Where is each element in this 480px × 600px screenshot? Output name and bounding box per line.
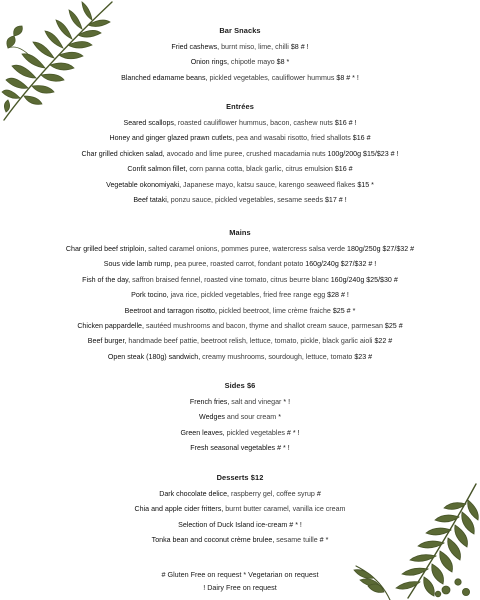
dish-price: * xyxy=(276,413,281,422)
menu-item xyxy=(0,193,480,208)
dish-price: $28 # ! xyxy=(325,291,349,300)
menu-item xyxy=(0,426,480,441)
menu-item xyxy=(0,55,480,70)
menu-item xyxy=(0,162,480,177)
dish-name: Sous vide lamb rump, xyxy=(103,260,173,269)
menu-item xyxy=(0,502,480,517)
dish-price: $15 * xyxy=(355,180,374,189)
dish-description: saffron braised fennel, roasted vine tomato, citrus beurre blanc xyxy=(130,275,329,284)
dish-price: 160g/240g $25/$30 # xyxy=(328,275,398,284)
menu-item xyxy=(0,319,480,334)
dish-description: sautéed mushrooms and bacon, thyme and shallot cream sauce, parmesan xyxy=(143,322,383,331)
menu-item xyxy=(0,533,480,548)
dish-name: Beef burger, xyxy=(87,337,127,346)
section-sides xyxy=(0,380,480,457)
section-mains xyxy=(0,227,480,365)
menu-item xyxy=(0,131,480,146)
dish-name: Onion rings, xyxy=(190,58,229,67)
dish-description: pickled vegetables xyxy=(224,428,285,437)
dish-description: creamy mushrooms, sourdough, lettuce, tomato xyxy=(200,352,353,361)
dish-price: $8 # ! xyxy=(288,43,309,51)
dish-description: burnt miso, lime, chilli xyxy=(219,43,289,51)
menu-item xyxy=(0,178,480,193)
dietary-legend-line: # Gluten Free on request * Vegetarian on request xyxy=(161,570,319,579)
menu-item xyxy=(0,487,480,502)
dish-name: Char grilled chicken salad, xyxy=(81,149,165,158)
dish-price: # xyxy=(314,490,321,498)
section-bar-snacks xyxy=(0,25,480,86)
dish-price: # * ! xyxy=(275,444,290,453)
dish-name: Beef tataki, xyxy=(133,196,169,205)
dish-name: Chicken pappardelle, xyxy=(77,322,144,331)
dish-name: Honey and ginger glazed prawn cutlets, xyxy=(109,134,235,143)
dietary-legend xyxy=(0,569,480,594)
dish-price: 180g/250g $27/$32 # xyxy=(345,245,415,253)
dish-name: Dark chocolate delice, xyxy=(159,490,230,498)
dish-name: Blanched edamame beans, xyxy=(121,73,208,82)
dish-price: $22 # xyxy=(372,337,393,346)
section-title: Desserts $12 xyxy=(216,473,264,482)
menu-item xyxy=(0,116,480,131)
dish-description: chipotle mayo xyxy=(228,58,275,67)
dish-price: $17 # ! xyxy=(323,196,347,205)
dish-name: Selection of Duck Island ice-cream xyxy=(178,520,288,529)
dish-name: French fries, xyxy=(189,398,230,406)
dish-price: # * ! xyxy=(284,428,300,437)
dish-description: avocado and lime puree, crushed macadamia nuts xyxy=(164,149,326,158)
menu-item xyxy=(0,334,480,349)
menu-item xyxy=(0,410,480,425)
dish-description: sesame tuille xyxy=(274,536,318,545)
menu-item xyxy=(0,40,480,55)
dish-price: $25 # * xyxy=(330,306,356,315)
section-title: Mains xyxy=(229,228,251,237)
section-title: Bar Snacks xyxy=(219,26,261,35)
menu-item xyxy=(0,257,480,272)
dish-description: salted caramel onions, pommes puree, watercress salsa verde xyxy=(146,245,346,253)
dish-description: pea and wasabi risotto, fried shallots xyxy=(234,134,351,143)
menu-item xyxy=(0,304,480,319)
dish-description: salt and vinegar xyxy=(229,398,282,406)
menu-item xyxy=(0,288,480,303)
menu-item xyxy=(0,518,480,533)
dish-description: roasted cauliflower hummus, bacon, cashew nuts xyxy=(175,119,333,127)
dish-price: # * ! xyxy=(287,520,302,529)
dish-name: Pork tocino, xyxy=(131,291,169,300)
menu-item xyxy=(0,71,480,86)
dish-price: * ! xyxy=(281,398,291,406)
dish-description: pickled vegetables, cauliflower hummus xyxy=(207,73,335,82)
dish-name: Fresh seasonal vegetables xyxy=(190,444,276,453)
dish-price: $8 # * ! xyxy=(334,73,359,82)
dish-description: Japanese mayo, katsu sauce, karengo seaweed flakes xyxy=(181,180,356,189)
dish-description: raspberry gel, coffee syrup xyxy=(229,490,315,498)
dish-description: pea puree, roasted carrot, fondant potato xyxy=(172,260,304,269)
dietary-legend-line: ! Dairy Free on request xyxy=(203,582,277,592)
dish-price: $8 * xyxy=(274,58,290,67)
section-title: Sides $6 xyxy=(224,381,256,390)
dish-name: Tonka bean and coconut crème brulee, xyxy=(151,536,275,545)
dish-description: java rice, pickled vegetables, fried free range egg xyxy=(168,291,326,300)
dish-price: 160g/240g $27/$32 # ! xyxy=(303,260,377,269)
dish-price: $23 # xyxy=(352,352,373,361)
menu-item xyxy=(0,147,480,162)
dish-price: $16 # ! xyxy=(332,119,357,127)
menu-item xyxy=(0,441,480,456)
dish-name: Wedges xyxy=(199,413,225,422)
dish-price: $16 # xyxy=(350,134,371,143)
menu-item xyxy=(0,350,480,365)
dish-description: pickled beetroot, lime crème fraiche xyxy=(216,306,331,315)
menu-item xyxy=(0,242,480,257)
dish-price: $25 # xyxy=(382,322,403,331)
dish-description: corn panna cotta, black garlic, citrus emulsion xyxy=(187,165,333,174)
dish-price: # * xyxy=(317,536,329,545)
dish-name: Chia and apple cider fritters, xyxy=(134,505,224,514)
dish-price: $16 # xyxy=(332,165,353,174)
dish-name: Char grilled beef striploin, xyxy=(65,245,147,253)
dish-name: Fried cashews, xyxy=(171,43,220,51)
section-desserts xyxy=(0,472,480,549)
dish-name: Seared scallops, xyxy=(123,119,176,127)
menu-item xyxy=(0,273,480,288)
dish-name: Fish of the day, xyxy=(82,275,131,284)
dish-description: burnt butter caramel, vanilla ice cream xyxy=(223,505,346,514)
dish-name: Beetroot and tarragon risotto, xyxy=(124,306,217,315)
dish-description: and sour cream xyxy=(224,413,277,422)
menu-item xyxy=(0,395,480,410)
dish-description: handmade beef pattie, beetroot relish, lettuce, tomato, pickle, black garlic aioli xyxy=(126,337,373,346)
dish-name: Confit salmon fillet, xyxy=(127,165,188,174)
section-title: Entrées xyxy=(226,102,254,111)
section-entrees xyxy=(0,101,480,208)
dish-price: 100g/200g $15/$23 # ! xyxy=(325,149,399,158)
dish-name: Vegetable okonomiyaki, xyxy=(106,180,182,189)
dish-name: Open steak (180g) sandwich, xyxy=(107,352,201,361)
dish-description: ponzu sauce, pickled vegetables, sesame seeds xyxy=(168,196,323,205)
dish-name: Green leaves, xyxy=(180,428,225,437)
